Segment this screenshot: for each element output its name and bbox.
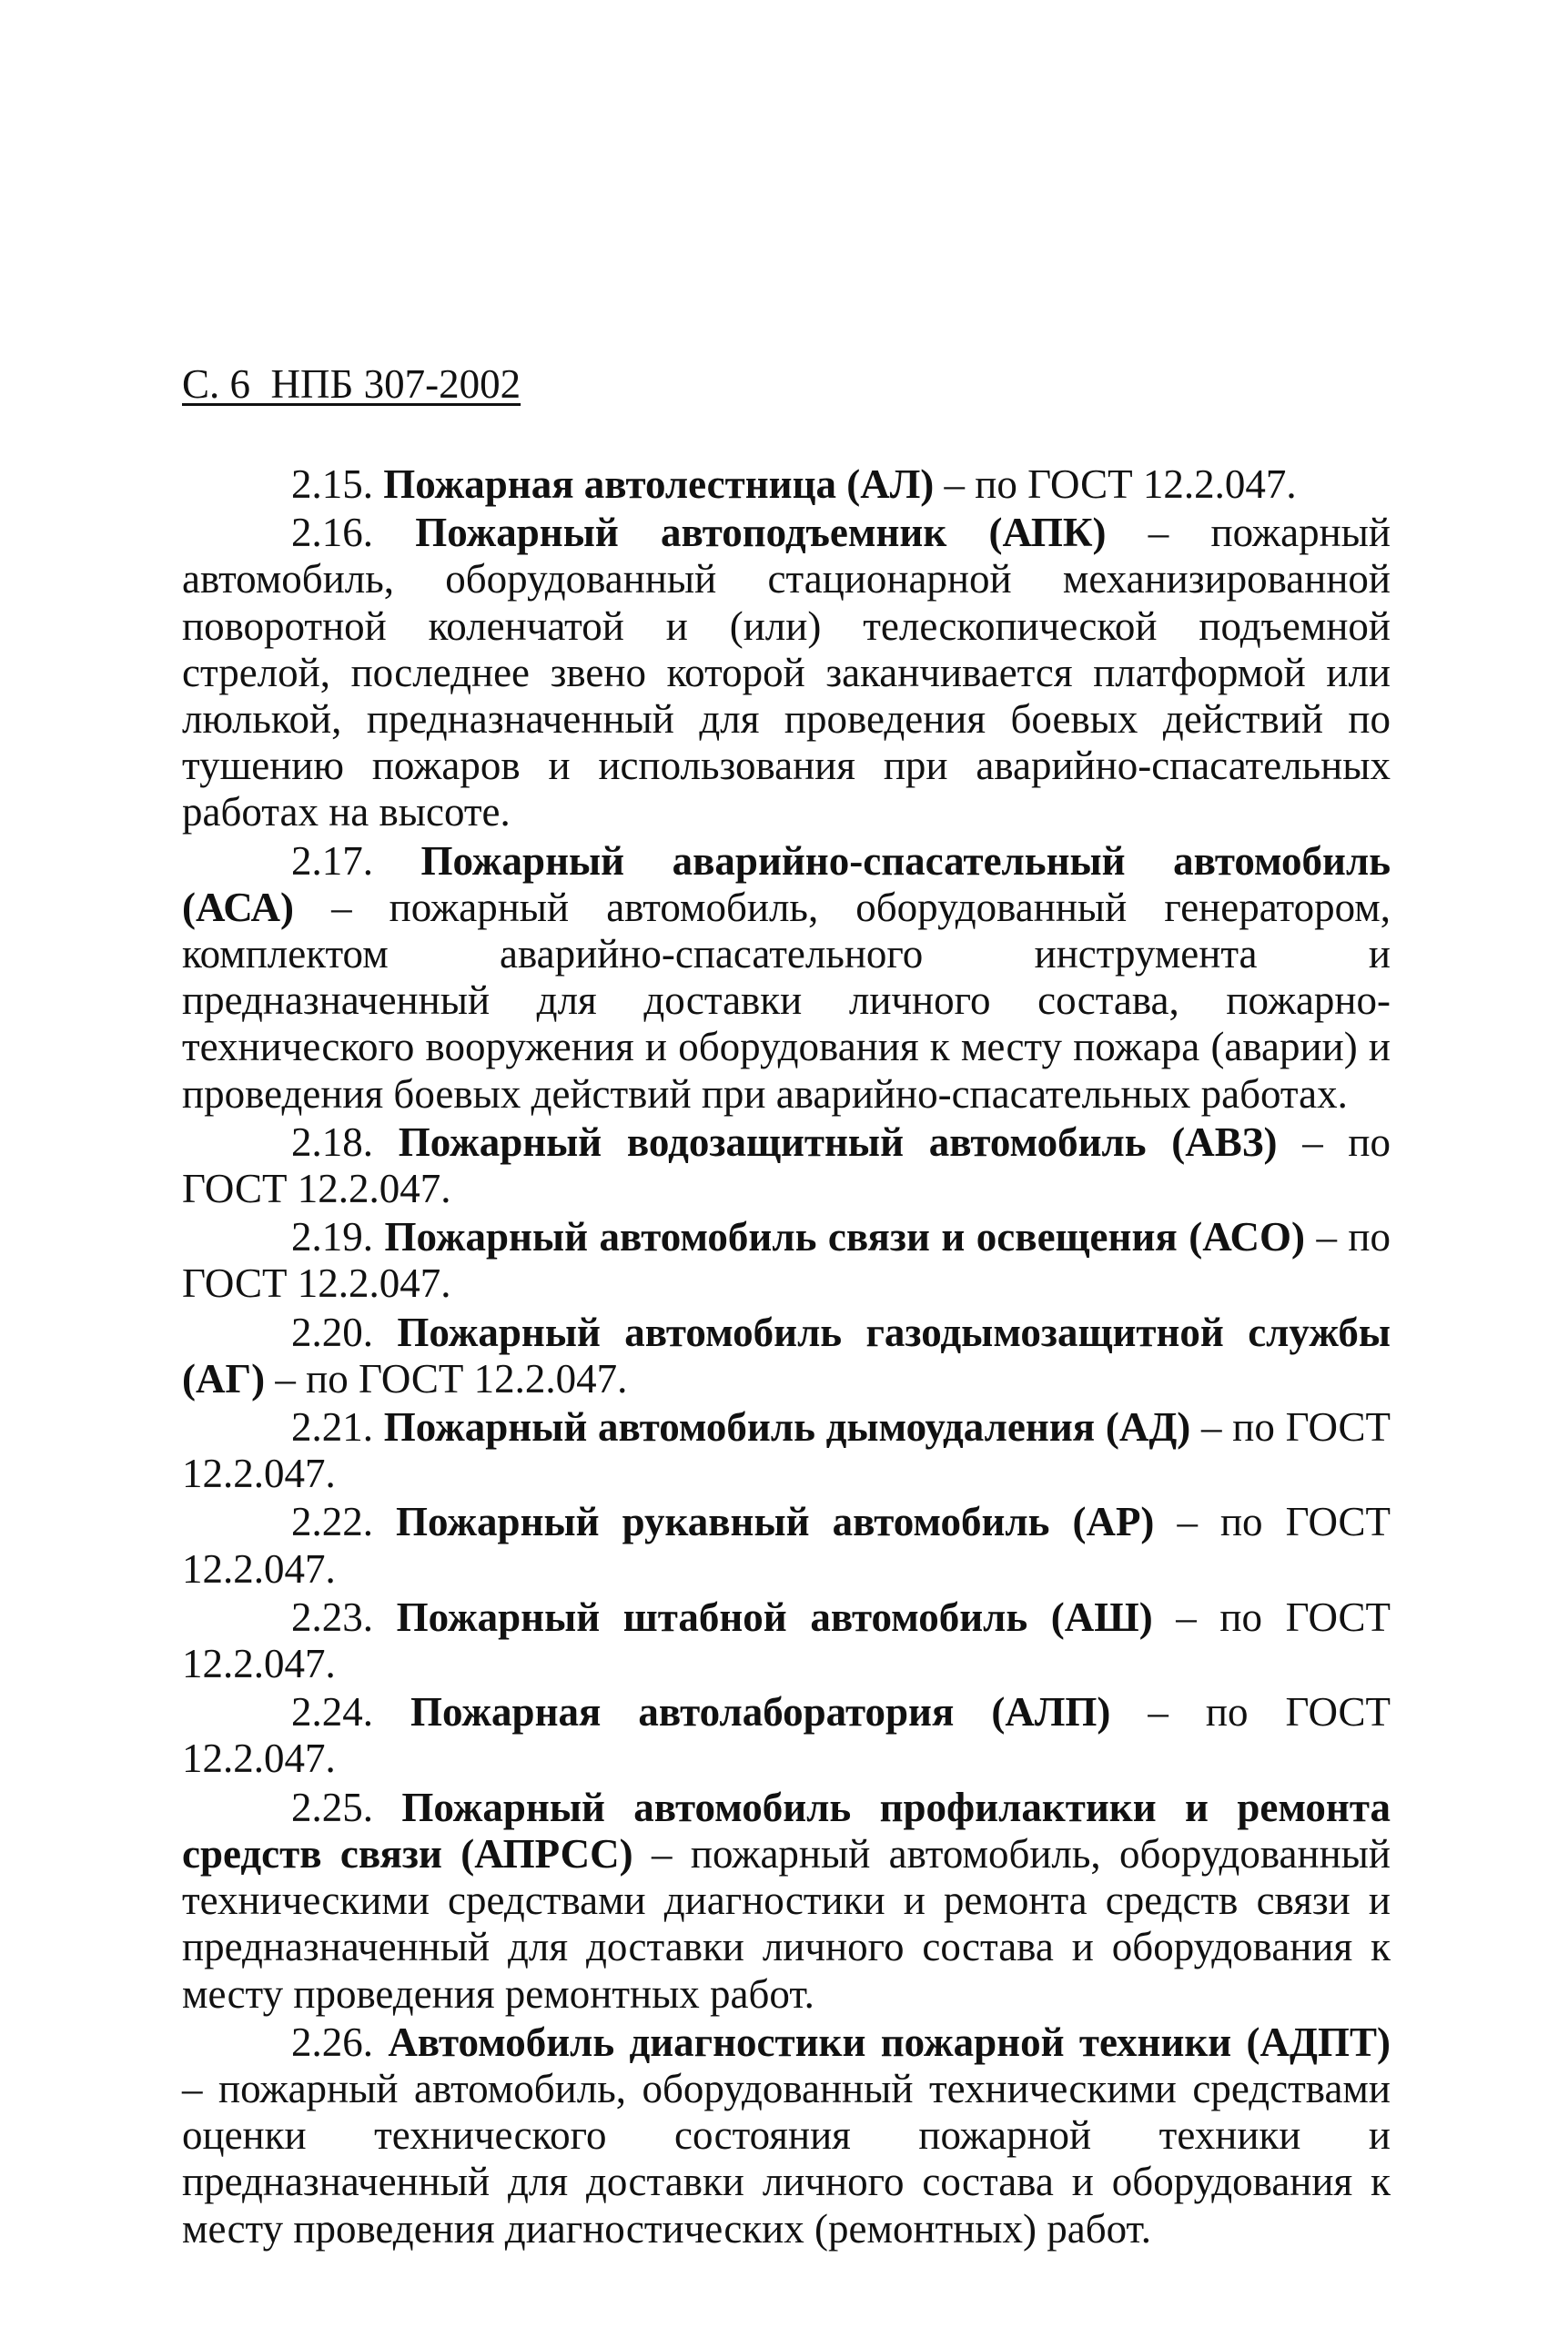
- entry-definition: – по ГОСТ 12.2.047.: [182, 1594, 1391, 1687]
- entry-term: Пожарный автомобиль дымоудаления (АД): [383, 1404, 1191, 1451]
- entry-definition: – по ГОСТ 12.2.047.: [182, 1118, 1391, 1212]
- term-entry-2-22: [182, 1499, 1391, 1592]
- entry-term: Пожарный аварийно-спасательный автомобиль (АСА): [182, 837, 1391, 930]
- entry-number: 2.15.: [291, 461, 373, 507]
- term-entry-2-16: [182, 510, 1391, 835]
- entry-number: 2.18.: [291, 1118, 373, 1165]
- term-entry-2-24: [182, 1689, 1391, 1782]
- entry-definition: – по ГОСТ 12.2.047.: [182, 1404, 1391, 1497]
- entry-term: Пожарный автомобиль связи и освещения (АСО): [384, 1214, 1305, 1260]
- entry-number: 2.25.: [291, 1784, 373, 1830]
- entry-term: Пожарный автомобиль профилактики и ремонта средств связи (АПРСС): [182, 1784, 1391, 1877]
- term-entry-2-23: [182, 1594, 1391, 1687]
- entry-definition: – пожарный автомобиль, оборудованный генератором, комплектом аварийно-спасательного инструмента и предназначенный для доставки личного состава, пожарно-технического вооружения и оборудования к месту пожара (аварии) и проведения боевых действий при аварийно-спасательных работах.: [182, 884, 1391, 1117]
- entry-term: Автомобиль диагностики пожарной техники (АДПТ): [388, 2019, 1391, 2065]
- entry-definition: – по ГОСТ 12.2.047.: [182, 1499, 1391, 1592]
- entry-definition: – пожарный автомобиль, оборудованный техническими средствами оценки технического состояния пожарной техники и предназначенный для доставки личного состава и оборудования к месту проведения диагностических (ремонтных) работ.: [182, 2065, 1391, 2252]
- term-entry-2-25: [182, 1785, 1391, 2018]
- entry-number: 2.21.: [291, 1404, 373, 1451]
- term-entry-2-21: [182, 1404, 1391, 1497]
- entry-number: 2.17.: [291, 837, 373, 884]
- entry-number: 2.16.: [291, 510, 373, 556]
- entry-definition: – по ГОСТ 12.2.047.: [182, 1214, 1391, 1307]
- term-entry-2-19: [182, 1214, 1391, 1307]
- term-entry-2-26: [182, 2019, 1391, 2252]
- entry-number: 2.20.: [291, 1309, 373, 1355]
- term-entry-2-15: [182, 461, 1391, 508]
- entry-term: Пожарная автолаборатория (АЛП): [410, 1689, 1111, 1736]
- entry-number: 2.26.: [291, 2019, 373, 2065]
- term-entry-2-17: [182, 838, 1391, 1118]
- document-body: [182, 461, 1391, 2254]
- entry-term: Пожарный водозащитный автомобиль (АВЗ): [398, 1118, 1278, 1165]
- entry-number: 2.23.: [291, 1594, 373, 1640]
- entry-definition: – по ГОСТ 12.2.047.: [934, 461, 1297, 507]
- entry-number: 2.22.: [291, 1499, 373, 1545]
- term-entry-2-18: [182, 1119, 1391, 1212]
- entry-term: Пожарный рукавный автомобиль (АР): [396, 1499, 1155, 1545]
- term-entry-2-20: [182, 1310, 1391, 1402]
- entry-term: Пожарный автомобиль газодымозащитной службы (АГ): [182, 1309, 1391, 1402]
- entry-number: 2.24.: [291, 1689, 373, 1736]
- entry-number: 2.19.: [291, 1214, 373, 1260]
- entry-term: Пожарный штабной автомобиль (АШ): [396, 1594, 1153, 1640]
- entry-definition: – пожарный автомобиль, оборудованный техническими средствами диагностики и ремонта средств связи и предназначенный для доставки личного состава и оборудования к месту проведения ремонтных работ.: [182, 1830, 1391, 2017]
- page-header: С. 6 НПБ 307-2002: [182, 361, 521, 407]
- entry-term: Пожарная автолестница (АЛ): [383, 461, 935, 507]
- entry-definition: – пожарный автомобиль, оборудованный стационарной механизированной поворотной коленчатой и (или) телескопической подъемной стрелой, последнее звено которой заканчивается платформой или люлькой, предназначенный для проведения боевых действий по тушению пожаров и использования при аварийно-спасательных работах на высоте.: [182, 510, 1391, 835]
- entry-definition: – по ГОСТ 12.2.047.: [182, 1689, 1391, 1782]
- entry-definition: – по ГОСТ 12.2.047.: [265, 1355, 628, 1402]
- entry-term: Пожарный автоподъемник (АПК): [415, 510, 1107, 556]
